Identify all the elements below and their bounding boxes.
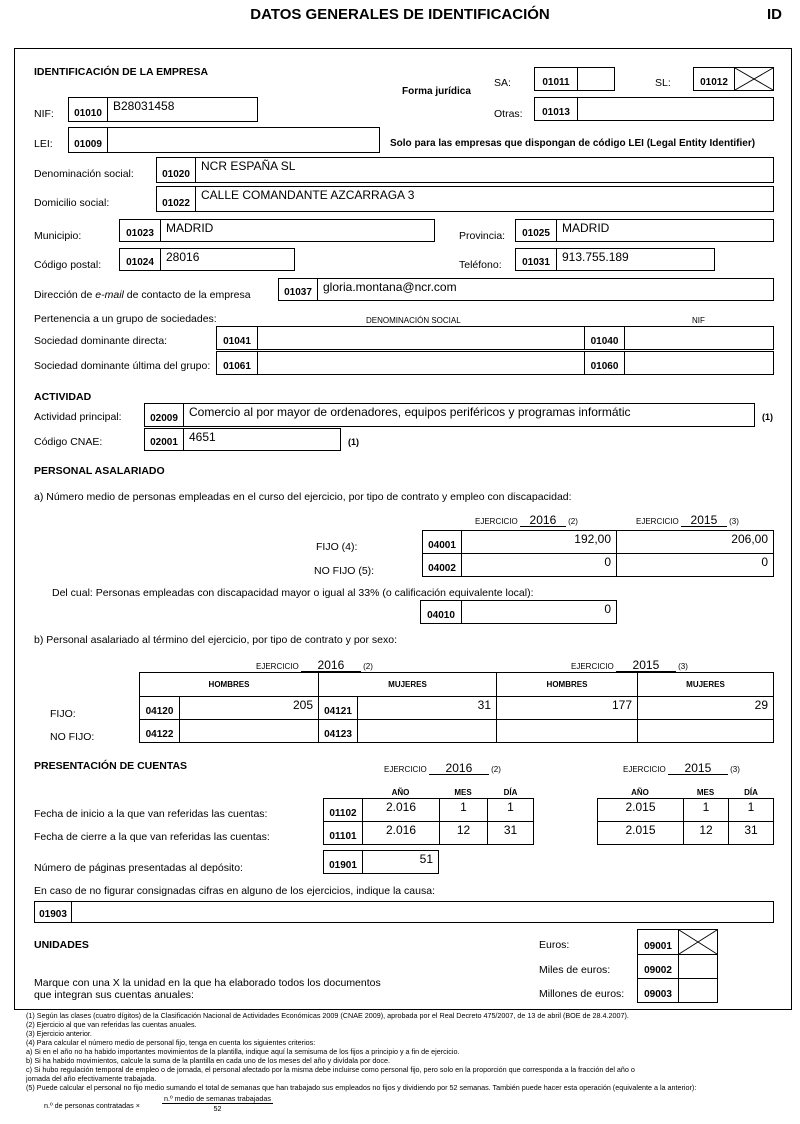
sa-label: SA: bbox=[494, 77, 511, 89]
cierre-ano-prev[interactable]: 2.015 bbox=[597, 821, 684, 845]
municipio-field[interactable]: MADRID bbox=[160, 219, 435, 242]
fijo-code: 04001 bbox=[422, 530, 462, 554]
dominante-directa-nif-field[interactable] bbox=[624, 326, 774, 350]
cnae-code: 02001 bbox=[144, 428, 184, 451]
b-nofijo-hombres-cur[interactable] bbox=[179, 719, 319, 743]
section-actividad: ACTIVIDAD bbox=[34, 391, 92, 403]
actividad-principal-code: 02009 bbox=[144, 403, 184, 427]
ejercicio-a-prev: EJERCICIO 2015 (3) bbox=[636, 513, 739, 527]
inicio-mes-cur[interactable]: 1 bbox=[439, 798, 488, 822]
b-nofijo-label: NO FIJO: bbox=[50, 731, 95, 743]
lei-note: Solo para las empresas que dispongan de código LEI (Legal Entity Identifier) bbox=[390, 138, 756, 149]
section-unidades: UNIDADES bbox=[34, 939, 89, 951]
miles-code: 09002 bbox=[637, 954, 679, 979]
provincia-label: Provincia: bbox=[459, 230, 506, 242]
personal-b-label: b) Personal asalariado al término del ejercicio, por tipo de contrato y por sexo: bbox=[34, 634, 398, 646]
otras-field[interactable] bbox=[577, 97, 774, 121]
actividad-note: (1) bbox=[762, 412, 773, 422]
section-empresa: IDENTIFICACIÓN DE LA EMPRESA bbox=[34, 66, 209, 78]
causa-field[interactable] bbox=[71, 901, 774, 923]
dominante-ultima-label: Sociedad dominante última del grupo: bbox=[34, 360, 211, 372]
domicilio-label: Domicilio social: bbox=[34, 197, 110, 209]
inicio-dia-prev[interactable]: 1 bbox=[728, 798, 774, 822]
b-fijo-mujeres-prev[interactable]: 29 bbox=[637, 696, 774, 720]
cierre-mes-prev[interactable]: 12 bbox=[683, 821, 729, 845]
formula-denominator: 52 bbox=[213, 1104, 222, 1113]
discapacidad-label: Del cual: Personas empleadas con discapacidad mayor o igual al 33% (o calificación equivalente local): bbox=[52, 587, 534, 599]
unidades-instr-1: Marque con una X la unidad en la que ha elaborado todos los documentos bbox=[34, 977, 381, 989]
sl-checkbox[interactable] bbox=[734, 67, 774, 91]
footnote-4a: a) Si en el año no ha habido importantes movimientos de la plantilla, indique aquí la semisuma de los fijos a principio y a fin de ejercicio. bbox=[26, 1047, 460, 1056]
denominacion-field[interactable]: NCR ESPAÑA SL bbox=[195, 157, 774, 183]
nofijo-cur-field[interactable]: 0 bbox=[461, 553, 617, 577]
miles-checkbox[interactable] bbox=[678, 954, 718, 979]
dominante-ultima-field[interactable] bbox=[257, 351, 585, 375]
section-cuentas: PRESENTACIÓN DE CUENTAS bbox=[34, 760, 188, 772]
municipio-code: 01023 bbox=[119, 219, 161, 242]
footnote-4: (4) Para calcular el número medio de personal fijo, tenga en cuenta los siguientes criterios: bbox=[26, 1038, 316, 1047]
lei-label: LEI: bbox=[34, 138, 53, 150]
otras-code: 01013 bbox=[534, 97, 578, 121]
cierre-dia-cur[interactable]: 31 bbox=[487, 821, 534, 845]
cnae-label: Código CNAE: bbox=[34, 436, 103, 448]
b-fijo-hombres-code: 04120 bbox=[139, 696, 180, 720]
sl-label: SL: bbox=[655, 77, 671, 89]
b-fijo-mujeres-cur[interactable]: 31 bbox=[357, 696, 497, 720]
sl-code: 01012 bbox=[693, 67, 735, 91]
mes-prev-header: MES bbox=[696, 788, 715, 797]
footnote-4c-cont: jornada del año efectivamente trabajada. bbox=[26, 1074, 157, 1083]
provincia-field[interactable]: MADRID bbox=[556, 219, 774, 242]
millones-label: Millones de euros: bbox=[539, 988, 625, 1000]
dominante-directa-field[interactable] bbox=[257, 326, 585, 350]
municipio-label: Municipio: bbox=[34, 230, 82, 242]
footnote-4b: b) Si ha habido movimientos, calcule la suma de la plantilla en cada uno de los meses del año y divídala por doce. bbox=[26, 1056, 390, 1065]
nif-code: 01010 bbox=[68, 97, 108, 122]
page-id: ID bbox=[767, 6, 782, 23]
paginas-label: Número de páginas presentadas al depósito: bbox=[34, 862, 243, 874]
ejercicio-a-cur: EJERCICIO 2016 (2) bbox=[475, 513, 578, 527]
ejercicio-c-prev: EJERCICIO 2015 (3) bbox=[623, 761, 740, 775]
inicio-ano-prev[interactable]: 2.015 bbox=[597, 798, 684, 822]
lei-field[interactable] bbox=[107, 127, 380, 153]
provincia-code: 01025 bbox=[515, 219, 557, 242]
cierre-dia-prev[interactable]: 31 bbox=[728, 821, 774, 845]
cierre-code: 01101 bbox=[323, 821, 363, 845]
ejercicio-b-prev: EJERCICIO 2015 (3) bbox=[571, 658, 688, 672]
inicio-mes-prev[interactable]: 1 bbox=[683, 798, 729, 822]
dominante-ultima-code: 01061 bbox=[216, 351, 258, 375]
actividad-principal-label: Actividad principal: bbox=[34, 411, 122, 423]
domicilio-field[interactable]: CALLE COMANDANTE AZCARRAGA 3 bbox=[195, 186, 774, 212]
causa-code: 01903 bbox=[34, 901, 72, 923]
mujeres-cur-header: MUJERES bbox=[318, 672, 497, 697]
section-personal: PERSONAL ASALARIADO bbox=[34, 465, 165, 477]
fijo-prev-field[interactable]: 206,00 bbox=[616, 530, 774, 554]
nif-header: NIF bbox=[692, 316, 705, 325]
b-fijo-label: FIJO: bbox=[50, 708, 76, 720]
otras-label: Otras: bbox=[494, 108, 523, 120]
nif-label: NIF: bbox=[34, 108, 54, 120]
telefono-code: 01031 bbox=[515, 248, 557, 271]
inicio-ano-cur[interactable]: 2.016 bbox=[362, 798, 440, 822]
millones-checkbox[interactable] bbox=[678, 978, 718, 1003]
actividad-principal-field[interactable]: Comercio al por mayor de ordenadores, equipos periféricos y programas informátic bbox=[183, 403, 755, 427]
causa-label: En caso de no figurar consignadas cifras en alguno de los ejercicios, indique la causa: bbox=[34, 885, 435, 897]
nofijo-code: 04002 bbox=[422, 553, 462, 577]
email-label: Dirección de e-mail de contacto de la empresa bbox=[34, 289, 251, 301]
telefono-field[interactable]: 913.755.189 bbox=[556, 248, 715, 271]
lei-code: 01009 bbox=[68, 127, 108, 153]
cierre-label: Fecha de cierre a la que van referidas las cuentas: bbox=[34, 831, 270, 843]
dia-cur-header: DÍA bbox=[503, 788, 518, 797]
telefono-label: Teléfono: bbox=[459, 259, 502, 271]
discapacidad-code: 04010 bbox=[420, 600, 462, 624]
dominante-directa-label: Sociedad dominante directa: bbox=[34, 335, 168, 347]
footnote-2: (2) Ejercicio al que van referidas las cuentas anuales. bbox=[26, 1020, 197, 1029]
domicilio-code: 01022 bbox=[156, 186, 196, 212]
formula-numerator: n.º medio de semanas trabajadas bbox=[164, 1094, 271, 1103]
denominacion-social-header: DENOMINACIÓN SOCIAL bbox=[366, 316, 461, 325]
dominante-ultima-nif-field[interactable] bbox=[624, 351, 774, 375]
inicio-dia-cur[interactable]: 1 bbox=[487, 798, 534, 822]
miles-label: Miles de euros: bbox=[539, 964, 611, 976]
hombres-cur-header: HOMBRES bbox=[139, 672, 319, 697]
b-fijo-hombres-cur[interactable]: 205 bbox=[179, 696, 319, 720]
footnote-5: (5) Puede calcular el personal no fijo medio sumando el total de semanas que han trabajado sus empleados no fijos y dividiendo por 52 semanas. También puede hacer esta operación (equivalente a la anterior): bbox=[26, 1083, 697, 1092]
personal-a-label: a) Número medio de personas empleadas en el curso del ejercicio, por tipo de contrato y empleo con discapacidad: bbox=[34, 491, 572, 503]
paginas-field[interactable]: 51 bbox=[362, 850, 439, 874]
b-nofijo-mujeres-prev[interactable] bbox=[637, 719, 774, 743]
footnote-1: (1) Según las clases (cuatro dígitos) de la Clasificación Nacional de Actividades Económicas 2009 (CNAE 2009), aprobada por el Real Decreto 475/2007, de 13 de abril (BOE de 28.4.2007). bbox=[26, 1011, 629, 1020]
hombres-prev-header: HOMBRES bbox=[496, 672, 638, 697]
ejercicio-b-cur: EJERCICIO 2016 (2) bbox=[256, 658, 373, 672]
fijo-label: FIJO (4): bbox=[316, 541, 358, 553]
email-code: 01037 bbox=[278, 278, 318, 301]
mujeres-prev-header: MUJERES bbox=[637, 672, 774, 697]
inicio-label: Fecha de inicio a la que van referidas las cuentas: bbox=[34, 808, 268, 820]
b-nofijo-mujeres-code: 04123 bbox=[318, 719, 358, 743]
formula-fraction bbox=[162, 1094, 273, 1113]
cierre-ano-cur[interactable]: 2.016 bbox=[362, 821, 440, 845]
euros-code: 09001 bbox=[637, 929, 679, 955]
dominante-directa-code: 01041 bbox=[216, 326, 258, 350]
discapacidad-field[interactable]: 0 bbox=[461, 600, 617, 624]
b-fijo-mujeres-code: 04121 bbox=[318, 696, 358, 720]
x-mark-icon bbox=[679, 930, 717, 954]
denominacion-code: 01020 bbox=[156, 157, 196, 183]
forma-juridica-label: Forma jurídica bbox=[402, 86, 471, 97]
dia-prev-header: DÍA bbox=[744, 788, 758, 797]
ejercicio-c-cur: EJERCICIO 2016 (2) bbox=[384, 761, 501, 775]
b-nofijo-hombres-prev[interactable] bbox=[496, 719, 638, 743]
sa-code: 01011 bbox=[534, 67, 578, 91]
page-title: DATOS GENERALES DE IDENTIFICACIÓN bbox=[250, 6, 550, 23]
b-nofijo-mujeres-cur[interactable] bbox=[357, 719, 497, 743]
ano-prev-header: AÑO bbox=[631, 788, 649, 797]
millones-code: 09003 bbox=[637, 978, 679, 1003]
sa-checkbox[interactable] bbox=[577, 67, 615, 91]
grupo-label: Pertenencia a un grupo de sociedades: bbox=[34, 313, 217, 325]
b-nofijo-hombres-code: 04122 bbox=[139, 719, 180, 743]
dominante-directa-nif-code: 01040 bbox=[584, 326, 625, 350]
euros-label: Euros: bbox=[539, 939, 570, 951]
nofijo-prev-field[interactable]: 0 bbox=[616, 553, 774, 577]
inicio-code: 01102 bbox=[323, 798, 363, 822]
dominante-ultima-nif-code: 01060 bbox=[584, 351, 625, 375]
denominacion-label: Denominación social: bbox=[34, 168, 134, 180]
codigo-postal-code: 01024 bbox=[119, 248, 161, 271]
cierre-mes-cur[interactable]: 12 bbox=[439, 821, 488, 845]
paginas-code: 01901 bbox=[323, 850, 363, 874]
cnae-field[interactable]: 4651 bbox=[183, 428, 341, 451]
formula-left: n.º de personas contratadas × bbox=[44, 1101, 140, 1110]
email-field[interactable]: gloria.montana@ncr.com bbox=[317, 278, 774, 301]
unidades-instr-2: que integran sus cuentas anuales: bbox=[34, 989, 194, 1001]
x-mark-icon bbox=[735, 68, 773, 90]
euros-checkbox[interactable] bbox=[678, 929, 718, 955]
cnae-note: (1) bbox=[348, 437, 359, 447]
codigo-postal-field[interactable]: 28016 bbox=[160, 248, 295, 271]
codigo-postal-label: Código postal: bbox=[34, 259, 102, 271]
nif-field[interactable]: B28031458 bbox=[107, 97, 258, 122]
nofijo-label: NO FIJO (5): bbox=[314, 565, 375, 577]
footnote-4c: c) Si hubo regulación temporal de empleo o de jornada, el personal afectado por la misma debe incluirse como personal fijo, pero solo en la proporción que corresponda a la fracción del año o bbox=[26, 1065, 635, 1074]
footnote-3: (3) Ejercicio anterior. bbox=[26, 1029, 92, 1038]
b-fijo-hombres-prev[interactable]: 177 bbox=[496, 696, 638, 720]
mes-cur-header: MES bbox=[454, 788, 472, 797]
ano-cur-header: AÑO bbox=[391, 788, 410, 797]
fijo-cur-field[interactable]: 192,00 bbox=[461, 530, 617, 554]
